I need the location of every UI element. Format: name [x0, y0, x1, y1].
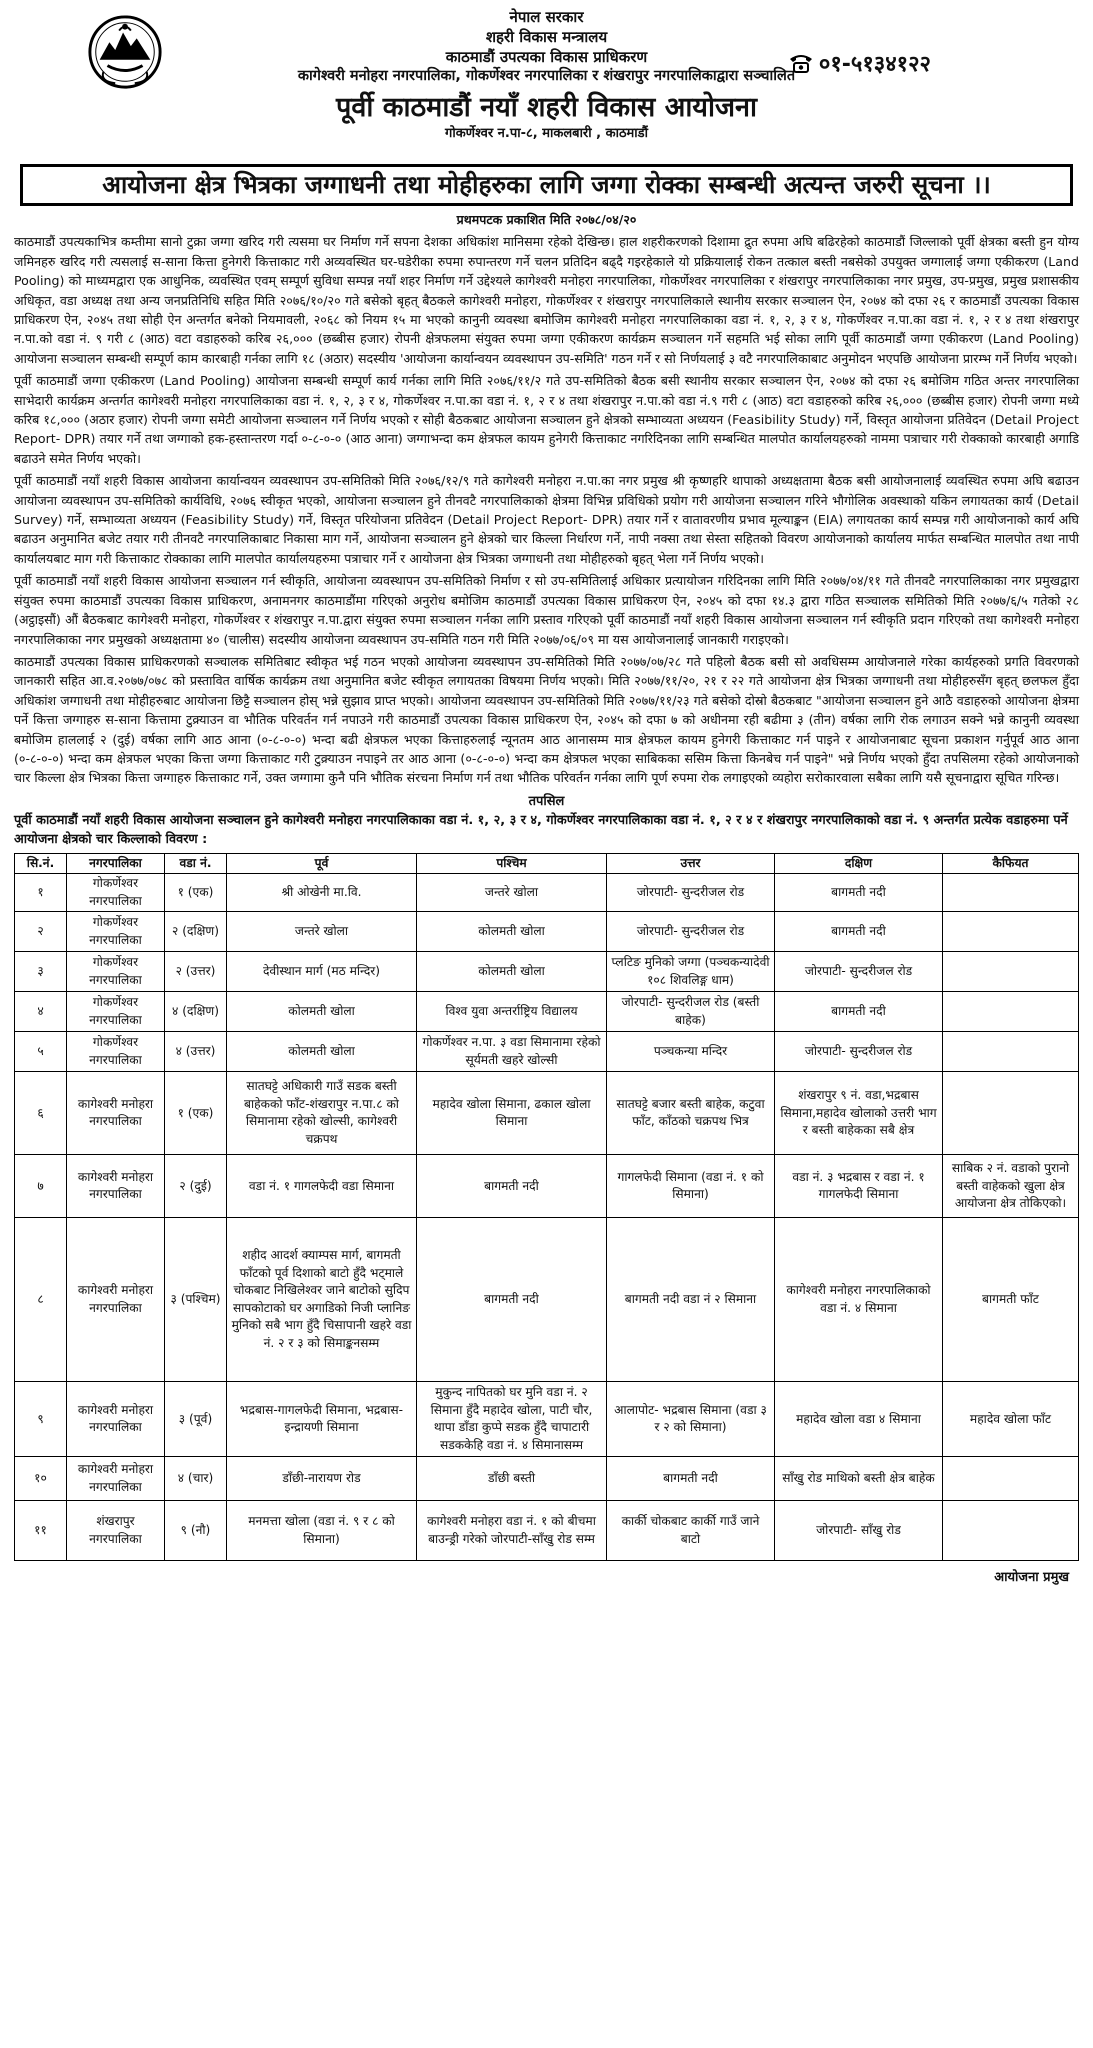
table-row [15, 1155, 1079, 1218]
table-cell: ४ [15, 992, 67, 1032]
table-cell: मुकुन्द नापितको घर मुनि वडा नं. २ सिमाना हुँदै महादेव खोला, पाटी चौर, थापा डाँडा कुप्पे सडक हुँदै चापाटारी सडककेहि वडा नं. ४ सिमानासम्म [417, 1382, 607, 1457]
boundary-table [14, 853, 1079, 1562]
table-row [15, 1457, 1079, 1501]
table-cell: डाँछी बस्ती [417, 1457, 607, 1501]
schedule-description: पूर्वी काठमाडौं नयाँ शहरी विकास आयोजना सञ्चालन हुने कागेश्वरी मनोहरा नगरपालिकाका वडा नं. १, २, ३ र ४, गोकर्णेश्वर नगरपालिकाका वडा नं. १, २ र ४ र शंखरापुर नगरपालिकाको वडा नं. ९ अन्तर्गत प्रत्येक वडाहरुमा पर्ने आयोजना क्षेत्रको चार किल्लाको विवरण : [14, 812, 1068, 847]
table-cell: गोकर्णेश्वर न.पा. ३ वडा सिमानामा रहेको सूर्यमती खहरे खोल्सी [417, 1032, 607, 1072]
table-cell: गोकर्णेश्वर नगरपालिका [67, 1032, 165, 1072]
table-cell: जन्तरे खोला [227, 912, 417, 952]
table-cell: आलापोट- भद्रबास सिमाना (वडा ३ र २ को सिमाना) [607, 1382, 775, 1457]
table-cell: मनमत्ता खोला (वडा नं. ९ र ८ को सिमाना) [227, 1501, 417, 1561]
table-cell: बागमती नदी [775, 992, 943, 1032]
table-cell: कागेश्वरी मनोहरा नगरपालिकाको वडा नं. ४ सिमाना [775, 1218, 943, 1382]
paragraph: पूर्वी काठमाडौं नयाँ शहरी विकास आयोजना कार्यान्वयन व्यवस्थापन उप-समितिको मिति २०७६/१२/९ गते कागेश्वरी मनोहरा न.पा.का नगर प्रमुख श्री कृष्णहरि थापाको अध्यक्षतामा बैठक बसी आयोजनालाई व्यवस्थित रुपमा अघि बढाउन आयोजना व्यवस्थापन उप-समितिको कार्यविधि, २०७६ स्वीकृत भएको, आयोजना सञ्चालन हुने तीनवटै नगरपालिकाको क्षेत्रमा विभिन्न प्रविधिको प्रयोग गरी आयोजना सञ्चालन गरिने भौगोलिक अवस्थाको यकिन लगायतका कार्य (Detail Survey) गर्ने, सम्भाव्यता अध्ययन (Feasibility Study) गर्ने, विस्तृत परियोजना प्रतिवेदन (Detail Project Report- DPR) तयार गर्ने र वातावरणीय प्रभाव मूल्याङ्कन (EIA) लगायतका कार्य सम्पन्न गरी आयोजनाको कार्य अघि बढाउन अनुमानित बजेट तयार गरी तीनवटै नगरपालिकाबाट निकासा माग गर्ने, आयोजना सञ्चालन हुने क्षेत्रको चार किल्ला निर्धारण गर्ने, नापी नक्सा तथा सेस्ता सहितको विवरण आयोजनाको कार्यालय मार्फत सम्बन्धित मालपोत तथा नापी कार्यालयबाट माग गरी कित्ताकाट रोक्काका लागि मालपोत कार्यालयहरुमा पत्राचार गर्ने र आयोजना क्षेत्र भित्रका जग्गाधनी तथा मोहीहरुको बृहत् भेला गर्ने निर्णय भएको। [14, 473, 1079, 566]
table-header-row [15, 853, 1079, 874]
table-cell: भद्रबास-गागलफेदी सिमाना, भद्रबास-इन्द्रायणी सिमाना [227, 1382, 417, 1457]
signature: आयोजना प्रमुख [994, 1570, 1069, 1586]
table-cell: जोरपाटी- सुन्दरीजल रोड [775, 1032, 943, 1072]
table-cell: कोलमती खोला [227, 1032, 417, 1072]
operated-by: कागेश्वरी मनोहरा नगरपालिका, गोकर्णेश्वर नगरपालिका र शंखरापुर नगरपालिकाद्वारा सञ्चालित [297, 68, 796, 85]
table-cell: गोकर्णेश्वर नगरपालिका [67, 952, 165, 992]
column-header: उत्तर [607, 853, 775, 874]
table-cell: वडा नं. १ गागलफेदी वडा सिमाना [227, 1155, 417, 1218]
table-cell: श्री ओखेनी मा.वि. [227, 874, 417, 912]
table-cell: ३ (पश्चिम) [165, 1218, 227, 1382]
column-header: दक्षिण [775, 853, 943, 874]
table-cell [943, 992, 1079, 1032]
table-cell: कागेश्वरी मनोहरा वडा नं. १ को बीचमा बाउन्ड्री गरेको जोरपाटी-साँखु रोड सम्म [417, 1501, 607, 1561]
table-cell: ३ (पूर्व) [165, 1382, 227, 1457]
table-cell: जोरपाटी- साँखु रोड [775, 1501, 943, 1561]
paragraph: काठमाडौं उपत्यका विकास प्राधिकरणको सञ्चालक समितिबाट स्वीकृत भई गठन भएको आयोजना व्यवस्थापन उप-समितिको मिति २०७७/०७/२८ गते पहिलो बैठक बसी सो अवधिसम्म आयोजनाले गरेका कार्यहरुको प्रगति विवरणको जानकारी सहित आ.व.२०७७/०७८ को प्रस्तावित वार्षिक कार्यक्रम तथा अनुमानित बजेट स्वीकृत लगायतका विषयमा निर्णय भएको। मिति २०७७/११/२०, २१ र २२ गते आयोजना क्षेत्र भित्रका जग्गाधनी तथा मोहीहरुसँग बृहत् छलफल हुँदा अधिकांश जग्गाधनी तथा मोहीहरुबाट आयोजना छिट्टै सञ्चालन होस् भन्ने सुझाव प्राप्त भएको। आयोजना व्यवस्थापन उप-समितिको मिति २०७७/११/२३ गते बसेको दोस्रो बैठकबाट "आयोजना सञ्चालन हुने आठै वडाहरुको आयोजना क्षेत्रमा पर्ने कित्ता जग्गाहरु स-साना कित्तामा टुक्र्याउन वा भौतिक परिवर्तन गर्न नपाउने गरी काठमाडौं उपत्यका विकास प्राधिकरण ऐन, २०४५ को दफा ७ को अधीनमा रही बढीमा ३ (तीन) वर्षका लागि रोक लगाउन सक्ने भन्ने कानुनी व्यवस्था बमोजिम हाललाई २ (दुई) वर्षका लागि आठ आना (०-८-०-०) भन्दा बढी क्षेत्रफल भएका कित्ताहरुलाई न्यूनतम आठ आनासम्म मात्र क्षेत्रफल कायम हुनेगरी कित्ताकाट गर्न पाइने र आयोजनाबाट सूचना प्रकाशन गर्नुपूर्व आठ आना (०-८-०-०) भन्दा कम क्षेत्रफल भएका कित्ता जग्गा कित्ताकाट गरी टुक्र्याउन नपाइने तर आठ आना (०-८-०-०) भन्दा कम क्षेत्रफल भएका साबिकका ससिम कित्ता किनबेच गर्न पाइने" भन्ने निर्णय भएको हुँदा तपसिलमा रहेको आयोजनाको चार किल्ला क्षेत्र भित्रका कित्ता जग्गाहरु कित्ताकाट गर्ने, उक्त जग्गामा कुनै पनि भौतिक संरचना निर्माण गर्न तथा भौतिक परिवर्तन गर्नका लागि पूर्ण रुपमा रोक लगाइएको व्यहोरा सरोकारवाला सबैका लागि यसै सूचनाद्वारा सूचित गरिन्छ। [14, 653, 1080, 786]
table-cell: १ (एक) [165, 874, 227, 912]
table-row [15, 1501, 1079, 1561]
table-cell [943, 1072, 1079, 1155]
table-cell: डाँछी-नारायण रोड [227, 1457, 417, 1501]
notice-title: आयोजना क्षेत्र भित्रका जग्गाधनी तथा मोहीहरुका लागि जग्गा रोक्का सम्बन्धी अत्यन्त जरुरी सूचना ।। [20, 164, 1073, 206]
table-cell: प्लटिङ मुनिको जग्गा (पञ्चकन्यादेवी १०८ शिवलिङ्ग धाम) [607, 952, 775, 992]
table-cell: गोकर्णेश्वर नगरपालिका [67, 992, 165, 1032]
table-row [15, 1032, 1079, 1072]
table-cell [943, 912, 1079, 952]
table-cell: २ (दुई) [165, 1155, 227, 1218]
table-cell: बागमती नदी वडा नं २ सिमाना [607, 1218, 775, 1382]
table-cell: महादेव खोला वडा ४ सिमाना [775, 1382, 943, 1457]
table-cell: ३ [15, 952, 67, 992]
table-cell: २ (दक्षिण) [165, 912, 227, 952]
publish-date: प्रथमपटक प्रकाशित मिति २०७८/०४/२० [456, 212, 637, 228]
column-header: नगरपालिका [67, 853, 165, 874]
table-cell: देवीस्थान मार्ग (मठ मन्दिर) [227, 952, 417, 992]
table-cell: शंखरापुर नगरपालिका [67, 1501, 165, 1561]
table-cell: कोलमती खोला [417, 912, 607, 952]
table-cell: कोलमती खोला [227, 992, 417, 1032]
table-cell: जन्तरे खोला [417, 874, 607, 912]
table-cell: ९ [15, 1382, 67, 1457]
table-cell: महादेव खोला सिमाना, ढकाल खोला सिमाना [417, 1072, 607, 1155]
table-cell: गोकर्णेश्वर नगरपालिका [67, 912, 165, 952]
table-cell [943, 1457, 1079, 1501]
table-row [15, 1382, 1079, 1457]
table-cell: ८ [15, 1218, 67, 1382]
table-body [15, 874, 1079, 1561]
table-cell: कागेश्वरी मनोहरा नगरपालिका [67, 1072, 165, 1155]
paragraph: पूर्वी काठमाडौं जग्गा एकीकरण (Land Pooling) आयोजना सम्बन्धी सम्पूर्ण कार्य गर्नका लागि मिति २०७६/११/२ गते उप-समितिको बैठक बसी स्थानीय सरकार सञ्चालन ऐन, २०७४ को दफा २६ बमोजिम गठित अन्तर नगरपालिका साभेदारी कार्यक्रम अन्तर्गत कागेश्वरी मनोहरा नगरपालिकाका वडा नं. १, २, ३ र ४, गोकर्णेश्वर न.पा.का वडा नं. १, २ र ४ तथा शंखरापुर न.पा.को वडा नं.९ गरी ८ (आठ) वटा वडाहरुको करिब २६,००० (छब्बीस हजार) रोपनी जग्गा मध्ये करिब १८,००० (अठार हजार) रोपनी जग्गा समेटी आयोजना सञ्चालन गर्ने निर्णय भएको र सोही बैठकबाट आयोजना सञ्चालन हुने क्षेत्रको सम्भाव्यता अध्ययन (Feasibility Study) गर्ने, विस्तृत आयोजना प्रतिवेदन (Detail Project Report- DPR) तयार गर्ने तथा जग्गाको हक-हस्तान्तरण गर्दा ०-८-०-० (आठ आना) जग्गाभन्दा कम क्षेत्रफल कायम हुनेगरी कित्ताकाट नगरिदिनका लागि सम्बन्धित मालपोत कार्यालयहरुको नाममा पत्राचार गरी रोक्काको कारबाही अगाडि बढाउने समेत निर्णय भएको। [14, 373, 1079, 466]
table-cell: साँखु रोड माथिको बस्ती क्षेत्र बाहेक [775, 1457, 943, 1501]
table-cell: ९ (नौ) [165, 1501, 227, 1561]
table-cell: महादेव खोला फाँट [943, 1382, 1079, 1457]
table-cell: साबिक २ नं. वडाको पुरानो बस्ती वाहेकको खुला क्षेत्र आयोजना क्षेत्र तोकिएको। [943, 1155, 1079, 1218]
table-cell: बागमती नदी [417, 1155, 607, 1218]
table-cell: पञ्चकन्या मन्दिर [607, 1032, 775, 1072]
header [14, 8, 1079, 158]
table-cell: २ (उत्तर) [165, 952, 227, 992]
table-cell: बागमती नदी [775, 874, 943, 912]
paragraph: काठमाडौं उपत्यकाभित्र कम्तीमा सानो टुक्रा जग्गा खरिद गरी त्यसमा घर निर्माण गर्ने सपना देशका अधिकांश मानिसमा रहेको देखिन्छ। हाल शहरीकरणको दिशामा द्रुत रुपमा अघि बढिरहेको काठमाडौं जिल्लाको पूर्वी क्षेत्रका बस्ती हुन योग्य जमिनहरु खरिद गरी त्यसलाई स-साना कित्ता हुनेगरी कित्ताकाट गरी अव्यवस्थित घर-घडेरीका रुपमा रुपान्तरण गर्ने चलन प्रतिदिन बढ्दै गइरहेकाले यो प्रक्रियालाई रोकन तत्काल बस्ती नबसेको उपयुक्त जग्गालाई जग्गा एकीकरण (Land Pooling) को माध्यमद्वारा एक आधुनिक, व्यवस्थित एवम् सम्पूर्ण सुविधा सम्पन्न नयाँ शहर निर्माण गर्ने उद्देश्यले कागेश्वरी मनोहरा नगरपालिका, गोकर्णेश्वर नगरपालिका र शंखरापुर नगरपालिकाका नगर प्रमुख, उप-प्रमुख, प्रमुख प्रशासकीय अधिकृत, वडा अध्यक्ष तथा अन्य जनप्रतिनिधि सहित मिति २०७६/१०/२० गते बसेको बृहत् बैठकले कागेश्वरी मनोहरा, गोकर्णेश्वर र शंखरापुर नगरपालिकाले स्थानीय सरकार सञ्चालन ऐन, २०७४ को दफा २६ र काठमाडौं उपत्यका विकास प्राधिकरण ऐन, २०४५ तथा सोही ऐन अन्तर्गत बनेको नियमावली, २०६८ को नियम १५ मा भएको कानुनी व्यवस्था बमोजिम कागेश्वरी मनोहरा नगरपालिकाका वडा नं. १, २, ३ र ४, गोकर्णेश्वर न.पा.का वडा नं. १, २ र ४ तथा शंखरापुर न.पा.को वडा नं. ९ गरी ८ (आठ) वटा वडाहरुको करिब २६,००० (छब्बीस हजार) रोपनी क्षेत्रफलमा संयुक्त रुपमा जग्गा एकीकरण कार्यक्रम सञ्चालन गर्ने सहमति भई सोका लागि पूर्वी काठमाडौं जग्गा एकीकरण (Land Pooling) आयोजना सञ्चालन सम्बन्धी सम्पूर्ण काम कारबाही गर्नका लागि १८ (अठार) सदस्यीय 'आयोजना कार्यान्वयन व्यवस्थापन उप-समिति' गठन गर्ने र सो निर्णयलाई ३ वटै नगरपालिकाबाट अनुमोदन भएपछि आयोजना प्रारम्भ गर्ने निर्णय भएको। [14, 234, 1079, 366]
table-cell: २ [15, 912, 67, 952]
table-cell: ५ [15, 1032, 67, 1072]
table-cell: गोकर्णेश्वर नगरपालिका [67, 874, 165, 912]
project-title: पूर्वी काठमाडौं नयाँ शहरी विकास आयोजना [336, 91, 757, 123]
table-cell: बागमती नदी [775, 912, 943, 952]
table-row [15, 874, 1079, 912]
table-cell: वडा नं. ३ भद्रबास र वडा नं. १ गागलफेदी सिमाना [775, 1155, 943, 1218]
table-cell: शंखरापुर ९ नं. वडा,भद्रबास सिमाना,महादेव खोलाको उत्तरी भाग र बस्ती बाहेकका सबै क्षेत्र [775, 1072, 943, 1155]
phone-number [787, 48, 931, 78]
table-cell: शहीद आदर्श क्याम्पस मार्ग, बागमती फाँटको पूर्व दिशाको बाटो हुँदै भट्माले चोकबाट निखिलेश्वर जाने बाटोको सुदिप सापकोटाको घर अगाडिको निजी प्लानिङ मुनिको सबै भाग हुँदै चिसापानी खहरे वडा नं. २ र ३ को सिमाङ्कनसम्म [227, 1218, 417, 1382]
table-cell: कोलमती खोला [417, 952, 607, 992]
telephone-icon [787, 52, 815, 74]
table-cell: १ (एक) [165, 1072, 227, 1155]
table-cell: बागमती फाँट [943, 1218, 1079, 1382]
table-cell: कागेश्वरी मनोहरा नगरपालिका [67, 1155, 165, 1218]
table-cell: कागेश्वरी मनोहरा नगरपालिका [67, 1218, 165, 1382]
table-cell: कार्की चोकबाट कार्की गाउँ जाने बाटो [607, 1501, 775, 1561]
authority-name: काठमाडौं उपत्यका विकास प्राधिकरण [445, 47, 648, 66]
table-cell: ११ [15, 1501, 67, 1561]
table-cell: सातघट्टे अधिकारी गाउँ सडक बस्ती बाहेकको फाँट-शंखरापुर न.पा.८ को सिमानामा रहेको खोल्सी, कागेश्वरी चक्रपथ [227, 1072, 417, 1155]
table-cell: ४ (उत्तर) [165, 1032, 227, 1072]
nepal-emblem-icon [86, 12, 164, 92]
table-cell: जोरपाटी- सुन्दरीजल रोड [607, 912, 775, 952]
table-cell: १ [15, 874, 67, 912]
table-cell: १० [15, 1457, 67, 1501]
table-cell: ४ (चार) [165, 1457, 227, 1501]
table-cell: ७ [15, 1155, 67, 1218]
table-cell: विश्व युवा अन्तर्राष्ट्रिय विद्यालय [417, 992, 607, 1032]
paragraph: पूर्वी काठमाडौं नयाँ शहरी विकास आयोजना सञ्चालन गर्न स्वीकृति, आयोजना व्यवस्थापन उप-समितिको निर्माण र सो उप-समितिलाई अधिकार प्रत्यायोजन गरिदिनका लागि मिति २०७७/०४/११ गते तीनवटै नगरपालिकाका नगर प्रमुखद्वारा संयुक्त रुपमा काठमाडौं उपत्यका विकास प्राधिकरण, अनामनगर काठमाडौंमा गरिएको अनुरोध बमोजिम काठमाडौं उपत्यका विकास प्राधिकरण ऐन, २०४५ को दफा १४.३ द्वारा गठित सञ्चालक समितिको मिति २०७७/६/५ गतेको २८ (अट्ठाइसौं) औं बैठकबाट कागेश्वरी मनोहरा, गोकर्णेश्वर र शंखरापुर न.पा.द्वारा संयुक्त रुपमा सञ्चालन गर्नका लागि प्रस्ताव गरिएको पूर्वी काठमाडौं नयाँ शहरी विकास आयोजना सञ्चालन गर्न स्वीकृति प्रदान गरिएको तथा कागेश्वरी मनोहरा नगरपालिकाका नगर प्रमुखको अध्यक्षतामा ४० (चालीस) सदस्यीय आयोजना व्यवस्थापन उप-समिति गठन गरी मिति २०७७/०६/०९ मा यस आयोजनालाई जानकारी गराइएको। [14, 573, 1079, 647]
table-cell: सातघट्टे बजार बस्ती बाहेक, कटुवा फाँट, काँठको चक्रपथ भित्र [607, 1072, 775, 1155]
table-row [15, 1072, 1079, 1155]
table-cell: जोरपाटी- सुन्दरीजल रोड [775, 952, 943, 992]
table-cell [943, 952, 1079, 992]
table-cell: जोरपाटी- सुन्दरीजल रोड [607, 874, 775, 912]
column-header: वडा नं. [165, 853, 227, 874]
table-cell: गागलफेदी सिमाना (वडा नं. १ को सिमाना) [607, 1155, 775, 1218]
column-header: सि.नं. [15, 853, 67, 874]
table-cell [943, 1032, 1079, 1072]
table-row [15, 912, 1079, 952]
table-cell [943, 1501, 1079, 1561]
table-row [15, 992, 1079, 1032]
notice-body [14, 232, 1079, 787]
government-name: नेपाल सरकार [509, 8, 584, 26]
column-header: पूर्व [227, 853, 417, 874]
table-row [15, 952, 1079, 992]
ministry-name: शहरी विकास मन्त्रालय [485, 27, 608, 46]
column-header: पश्चिम [417, 853, 607, 874]
table-cell: कागेश्वरी मनोहरा नगरपालिका [67, 1382, 165, 1457]
table-cell: कागेश्वरी मनोहरा नगरपालिका [67, 1457, 165, 1501]
schedule-title: तपसिल [528, 793, 565, 809]
table-cell: जोरपाटी- सुन्दरीजल रोड (बस्ती बाहेक) [607, 992, 775, 1032]
project-address: गोकर्णेश्वर न.पा-८, माकलबारी , काठमाडौं [445, 126, 648, 142]
table-cell: बागमती नदी [417, 1218, 607, 1382]
table-row [15, 1218, 1079, 1382]
table-cell: ४ (दक्षिण) [165, 992, 227, 1032]
table-cell: बागमती नदी [607, 1457, 775, 1501]
table-cell [943, 874, 1079, 912]
table-cell: ६ [15, 1072, 67, 1155]
column-header: कैफियत [943, 853, 1079, 874]
phone-text: ०१-५१३४१२२ [818, 52, 931, 77]
